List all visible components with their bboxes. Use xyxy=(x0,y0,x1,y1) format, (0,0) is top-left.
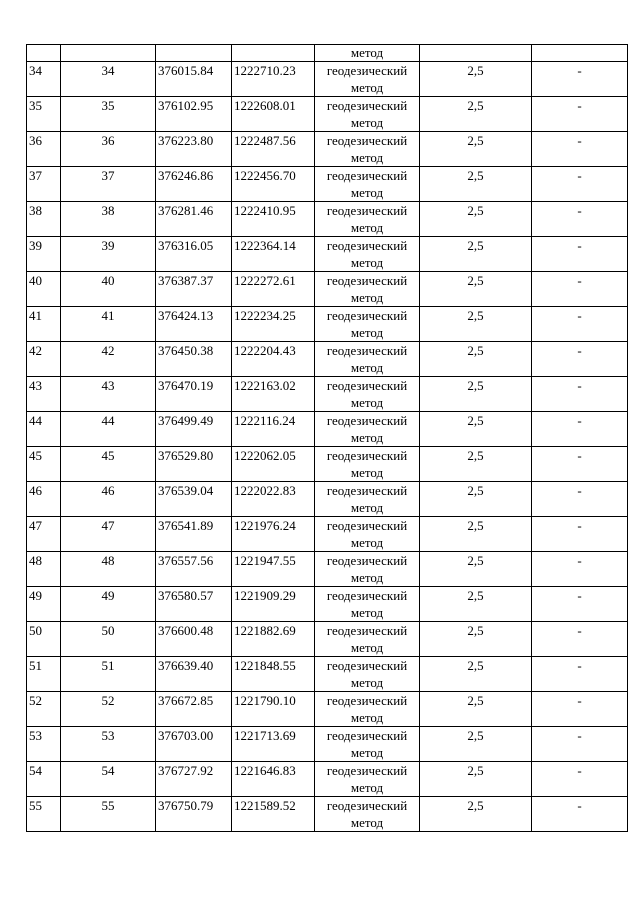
cell-accuracy: 2,5 xyxy=(420,97,532,132)
cell-accuracy: 2,5 xyxy=(420,272,532,307)
cell-x: 376424.13 xyxy=(156,307,232,342)
cell-y: 1221646.83 xyxy=(232,762,315,797)
method-line-1: геодезический xyxy=(326,728,408,743)
cell-y: 1221589.52 xyxy=(232,797,315,832)
cell-point-number-2: 43 xyxy=(61,377,156,412)
cell-point-number-2: 40 xyxy=(61,272,156,307)
cell-method xyxy=(315,377,420,412)
method-line-1: геодезический xyxy=(326,798,408,813)
cell-point-number-2: 47 xyxy=(61,517,156,552)
cell-y: 1221713.69 xyxy=(232,727,315,762)
cell-accuracy: 2,5 xyxy=(420,62,532,97)
cell-method xyxy=(315,447,420,482)
cell-x: 376539.04 xyxy=(156,482,232,517)
method-line-2: метод xyxy=(350,675,384,690)
cell-y: 1222608.01 xyxy=(232,97,315,132)
cell-accuracy: 2,5 xyxy=(420,622,532,657)
cell-point-number: 51 xyxy=(27,657,61,692)
cell-note: - xyxy=(532,657,628,692)
cell-point-number-2: 51 xyxy=(61,657,156,692)
cell-y: 1222710.23 xyxy=(232,62,315,97)
cell-y: 1221848.55 xyxy=(232,657,315,692)
cell-method xyxy=(315,692,420,727)
cell-y: 1222116.24 xyxy=(232,412,315,447)
cell-note: - xyxy=(532,762,628,797)
cell-y: 1222163.02 xyxy=(232,377,315,412)
method-line-2: метод xyxy=(350,780,384,795)
cell-point-number: 45 xyxy=(27,447,61,482)
method-line-2: метод xyxy=(350,290,384,305)
cell-accuracy: 2,5 xyxy=(420,797,532,832)
table-row xyxy=(27,552,628,587)
cell-y: 1221947.55 xyxy=(232,552,315,587)
cell-note: - xyxy=(532,552,628,587)
cell-x: 376750.79 xyxy=(156,797,232,832)
cell-method xyxy=(315,167,420,202)
table-row xyxy=(27,202,628,237)
cell-y: 1222022.83 xyxy=(232,482,315,517)
cell-point-number-2: 48 xyxy=(61,552,156,587)
cell-point-number-2: 44 xyxy=(61,412,156,447)
cell-x: 376102.95 xyxy=(156,97,232,132)
cell-y: 1222062.05 xyxy=(232,447,315,482)
cell-y: 1222364.14 xyxy=(232,237,315,272)
cell-point-number: 53 xyxy=(27,727,61,762)
cell-y: 1221882.69 xyxy=(232,622,315,657)
cell-accuracy xyxy=(420,45,532,62)
cell-note: - xyxy=(532,167,628,202)
cell-x: 376600.48 xyxy=(156,622,232,657)
method-text: метод xyxy=(350,45,384,60)
cell-note: - xyxy=(532,237,628,272)
cell-point-number-2: 41 xyxy=(61,307,156,342)
method-line-1: геодезический xyxy=(326,483,408,498)
cell-note: - xyxy=(532,517,628,552)
table-row xyxy=(27,727,628,762)
cell-x: 376703.00 xyxy=(156,727,232,762)
table-row xyxy=(27,797,628,832)
cell-method xyxy=(315,552,420,587)
method-line-2: метод xyxy=(350,745,384,760)
cell-method xyxy=(315,762,420,797)
method-line-1: геодезический xyxy=(326,518,408,533)
cell-point-number: 50 xyxy=(27,622,61,657)
table-row xyxy=(27,307,628,342)
cell-note: - xyxy=(532,202,628,237)
cell-note: - xyxy=(532,62,628,97)
cell-x: 376557.56 xyxy=(156,552,232,587)
cell-accuracy: 2,5 xyxy=(420,587,532,622)
table-row xyxy=(27,272,628,307)
cell-point-number: 39 xyxy=(27,237,61,272)
cell-accuracy: 2,5 xyxy=(420,307,532,342)
cell-accuracy: 2,5 xyxy=(420,377,532,412)
cell-point-number: 37 xyxy=(27,167,61,202)
cell-point-number-2: 49 xyxy=(61,587,156,622)
cell-method xyxy=(315,272,420,307)
table-body xyxy=(27,45,628,832)
cell-point-number-2: 50 xyxy=(61,622,156,657)
cell-note: - xyxy=(532,272,628,307)
method-line-1: геодезический xyxy=(326,448,408,463)
cell-method xyxy=(315,482,420,517)
cell-point-number: 43 xyxy=(27,377,61,412)
cell-point-number-2: 37 xyxy=(61,167,156,202)
cell-point-number-2 xyxy=(61,45,156,62)
cell-point-number: 44 xyxy=(27,412,61,447)
cell-note: - xyxy=(532,727,628,762)
cell-note: - xyxy=(532,412,628,447)
cell-accuracy: 2,5 xyxy=(420,692,532,727)
cell-accuracy: 2,5 xyxy=(420,237,532,272)
method-line-2: метод xyxy=(350,360,384,375)
table-row xyxy=(27,237,628,272)
cell-accuracy: 2,5 xyxy=(420,657,532,692)
cell-x: 376727.92 xyxy=(156,762,232,797)
method-line-2: метод xyxy=(350,710,384,725)
cell-point-number-2: 35 xyxy=(61,97,156,132)
cell-accuracy: 2,5 xyxy=(420,132,532,167)
method-line-1: геодезический xyxy=(326,308,408,323)
method-line-1: геодезический xyxy=(326,133,408,148)
method-line-2: метод xyxy=(350,325,384,340)
cell-accuracy: 2,5 xyxy=(420,167,532,202)
method-line-1: геодезический xyxy=(326,168,408,183)
cell-note: - xyxy=(532,132,628,167)
method-line-2: метод xyxy=(350,395,384,410)
cell-point-number-2: 38 xyxy=(61,202,156,237)
table-row xyxy=(27,762,628,797)
table-row xyxy=(27,657,628,692)
method-line-1: геодезический xyxy=(326,63,408,78)
method-line-1: геодезический xyxy=(326,693,408,708)
cell-accuracy: 2,5 xyxy=(420,482,532,517)
cell-point-number: 34 xyxy=(27,62,61,97)
cell-accuracy: 2,5 xyxy=(420,552,532,587)
cell-x: 376246.86 xyxy=(156,167,232,202)
cell-y: 1222204.43 xyxy=(232,342,315,377)
method-line-2: метод xyxy=(350,570,384,585)
table-row xyxy=(27,412,628,447)
method-line-1: геодезический xyxy=(326,553,408,568)
cell-point-number-2: 34 xyxy=(61,62,156,97)
cell-x: 376529.80 xyxy=(156,447,232,482)
cell-x: 376450.38 xyxy=(156,342,232,377)
cell-x: 376281.46 xyxy=(156,202,232,237)
cell-point-number: 41 xyxy=(27,307,61,342)
table-row xyxy=(27,62,628,97)
method-line-1: геодезический xyxy=(326,588,408,603)
cell-point-number: 35 xyxy=(27,97,61,132)
cell-note xyxy=(532,45,628,62)
cell-point-number: 54 xyxy=(27,762,61,797)
method-line-2: метод xyxy=(350,465,384,480)
cell-point-number-2: 54 xyxy=(61,762,156,797)
cell-x xyxy=(156,45,232,62)
method-line-1: геодезический xyxy=(326,203,408,218)
cell-method xyxy=(315,202,420,237)
cell-point-number: 49 xyxy=(27,587,61,622)
method-line-2: метод xyxy=(350,185,384,200)
method-line-1: геодезический xyxy=(326,273,408,288)
cell-note: - xyxy=(532,692,628,727)
cell-y: 1221790.10 xyxy=(232,692,315,727)
cell-x: 376639.40 xyxy=(156,657,232,692)
cell-note: - xyxy=(532,587,628,622)
cell-method xyxy=(315,45,420,62)
cell-accuracy: 2,5 xyxy=(420,342,532,377)
method-line-2: метод xyxy=(350,115,384,130)
table-row xyxy=(27,167,628,202)
cell-accuracy: 2,5 xyxy=(420,762,532,797)
cell-y: 1222487.56 xyxy=(232,132,315,167)
table-row xyxy=(27,692,628,727)
cell-point-number: 52 xyxy=(27,692,61,727)
cell-method xyxy=(315,307,420,342)
cell-accuracy: 2,5 xyxy=(420,447,532,482)
cell-method xyxy=(315,622,420,657)
cell-point-number: 47 xyxy=(27,517,61,552)
cell-point-number: 38 xyxy=(27,202,61,237)
cell-point-number-2: 52 xyxy=(61,692,156,727)
cell-x: 376316.05 xyxy=(156,237,232,272)
cell-point-number: 46 xyxy=(27,482,61,517)
cell-accuracy: 2,5 xyxy=(420,517,532,552)
cell-x: 376387.37 xyxy=(156,272,232,307)
cell-method xyxy=(315,797,420,832)
cell-accuracy: 2,5 xyxy=(420,412,532,447)
cell-note: - xyxy=(532,622,628,657)
cell-note: - xyxy=(532,97,628,132)
cell-point-number-2: 46 xyxy=(61,482,156,517)
method-line-1: геодезический xyxy=(326,763,408,778)
cell-x: 376541.89 xyxy=(156,517,232,552)
cell-y: 1222456.70 xyxy=(232,167,315,202)
coordinates-table xyxy=(26,44,628,832)
cell-point-number: 40 xyxy=(27,272,61,307)
cell-method xyxy=(315,237,420,272)
table-row xyxy=(27,377,628,412)
cell-note: - xyxy=(532,377,628,412)
cell-note: - xyxy=(532,482,628,517)
cell-x: 376470.19 xyxy=(156,377,232,412)
cell-point-number-2: 39 xyxy=(61,237,156,272)
cell-x: 376499.49 xyxy=(156,412,232,447)
table-row-continued xyxy=(27,45,628,62)
method-line-2: метод xyxy=(350,815,384,830)
cell-method xyxy=(315,727,420,762)
method-line-1: геодезический xyxy=(326,343,408,358)
cell-method xyxy=(315,412,420,447)
cell-note: - xyxy=(532,342,628,377)
table-row xyxy=(27,482,628,517)
cell-point-number-2: 42 xyxy=(61,342,156,377)
method-line-2: метод xyxy=(350,535,384,550)
cell-y xyxy=(232,45,315,62)
cell-note: - xyxy=(532,797,628,832)
cell-note: - xyxy=(532,307,628,342)
method-line-1: геодезический xyxy=(326,413,408,428)
table-row xyxy=(27,517,628,552)
method-line-1: геодезический xyxy=(326,98,408,113)
table-row xyxy=(27,447,628,482)
cell-note: - xyxy=(532,447,628,482)
table-row xyxy=(27,622,628,657)
method-line-2: метод xyxy=(350,255,384,270)
method-line-2: метод xyxy=(350,220,384,235)
cell-point-number: 55 xyxy=(27,797,61,832)
method-line-2: метод xyxy=(350,80,384,95)
cell-method xyxy=(315,517,420,552)
cell-point-number-2: 53 xyxy=(61,727,156,762)
table-row xyxy=(27,132,628,167)
method-line-2: метод xyxy=(350,640,384,655)
cell-method xyxy=(315,62,420,97)
method-line-1: геодезический xyxy=(326,238,408,253)
cell-x: 376580.57 xyxy=(156,587,232,622)
cell-x: 376223.80 xyxy=(156,132,232,167)
method-line-1: геодезический xyxy=(326,378,408,393)
cell-point-number-2: 36 xyxy=(61,132,156,167)
cell-method xyxy=(315,657,420,692)
cell-accuracy: 2,5 xyxy=(420,202,532,237)
cell-x: 376672.85 xyxy=(156,692,232,727)
cell-method xyxy=(315,587,420,622)
table-row xyxy=(27,97,628,132)
method-line-1: геодезический xyxy=(326,658,408,673)
cell-point-number: 42 xyxy=(27,342,61,377)
cell-method xyxy=(315,97,420,132)
method-line-1: геодезический xyxy=(326,623,408,638)
method-line-2: метод xyxy=(350,150,384,165)
cell-y: 1221976.24 xyxy=(232,517,315,552)
cell-point-number-2: 55 xyxy=(61,797,156,832)
cell-accuracy: 2,5 xyxy=(420,727,532,762)
method-line-2: метод xyxy=(350,500,384,515)
cell-method xyxy=(315,342,420,377)
cell-point-number: 36 xyxy=(27,132,61,167)
method-line-2: метод xyxy=(350,605,384,620)
table-row xyxy=(27,587,628,622)
cell-y: 1222272.61 xyxy=(232,272,315,307)
cell-y: 1221909.29 xyxy=(232,587,315,622)
cell-y: 1222410.95 xyxy=(232,202,315,237)
table-row xyxy=(27,342,628,377)
cell-point-number xyxy=(27,45,61,62)
cell-y: 1222234.25 xyxy=(232,307,315,342)
method-line-2: метод xyxy=(350,430,384,445)
cell-point-number-2: 45 xyxy=(61,447,156,482)
cell-point-number: 48 xyxy=(27,552,61,587)
cell-x: 376015.84 xyxy=(156,62,232,97)
cell-method xyxy=(315,132,420,167)
